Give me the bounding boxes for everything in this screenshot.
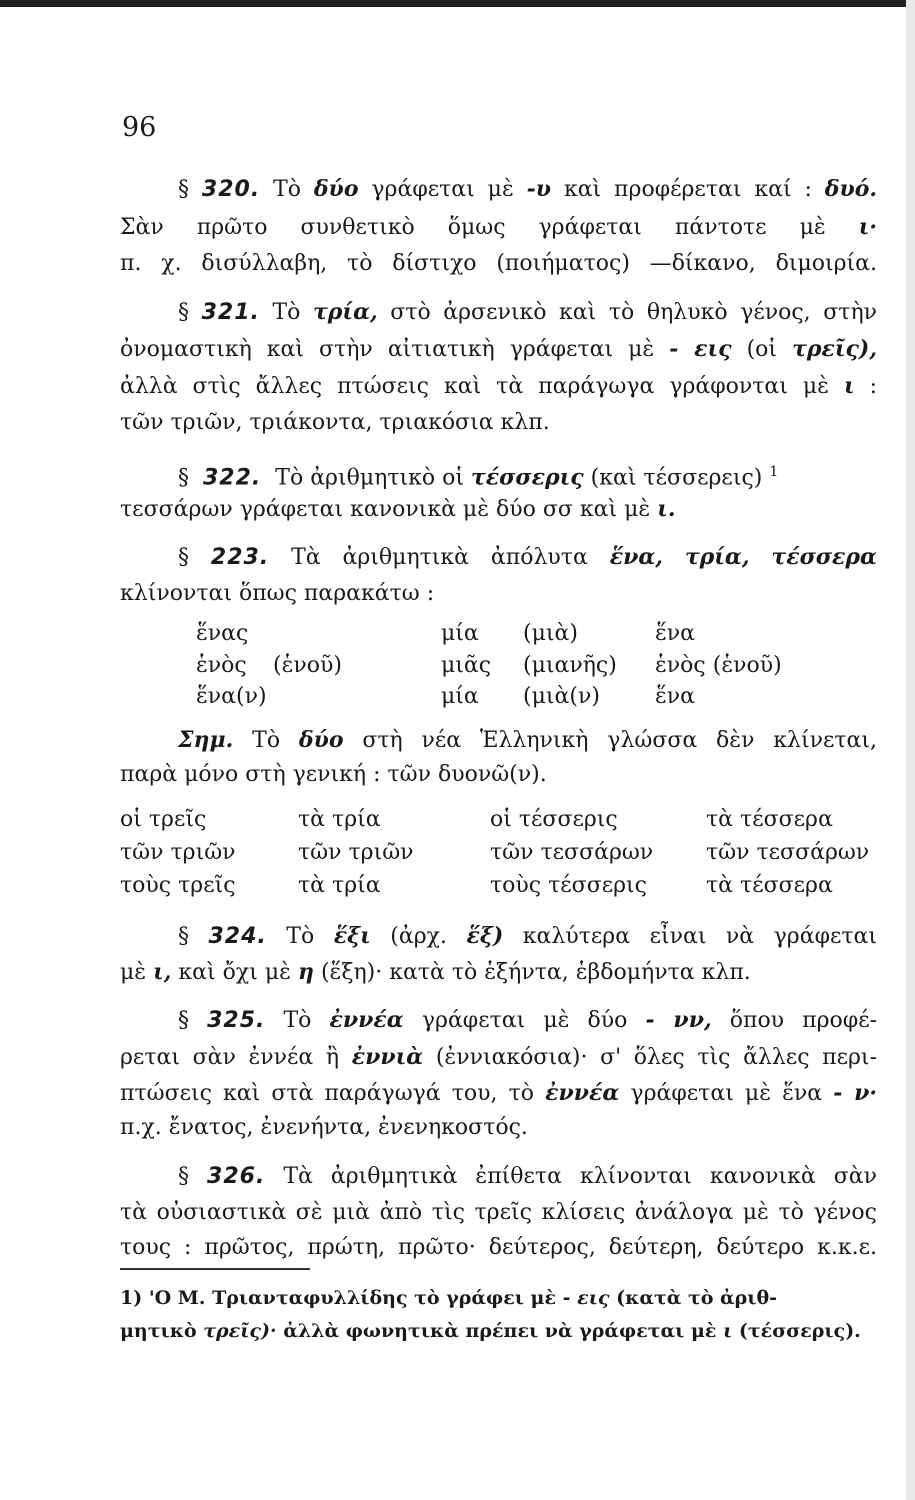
section-sign: § bbox=[178, 177, 189, 202]
p324-line-1: § 324. Τὸ ἕξι (ἀρχ. ἕξ) καλύτερα εἶναι νὰ γράφεται bbox=[178, 923, 878, 949]
section-sign: § bbox=[178, 1008, 189, 1033]
p321-line-3: ἀλλὰ στὶς ἄλλες πτώσεις καὶ τὰ παράγωγα γράφονται μὲ ι : bbox=[120, 373, 877, 399]
table-cell: (μιὰ(ν) bbox=[523, 684, 600, 709]
p325-line-4: π.χ. ἔνατος, ἐνενήντα, ἐνενηκοστός. bbox=[120, 1115, 528, 1140]
p326-line-3: τους : πρῶτος, πρώτη, πρῶτο· δεύτερος, δεύτερη, δεύτερο κ.κ.ε. bbox=[120, 1235, 877, 1260]
p320-line-2: Σὰν πρῶτο συνθετικὸ ὅμως γράφεται πάντοτε μὲ ι· bbox=[120, 214, 877, 240]
table-cell: ἕνας bbox=[196, 621, 249, 646]
table-cell: τοὺς τέσσερις bbox=[490, 873, 647, 898]
p223-line-1: § 223. Τὰ ἀριθμητικὰ ἀπόλυτα ἕνα, τρία, τέσσερα bbox=[178, 544, 877, 570]
table-cell: (μιανῆς) bbox=[523, 653, 617, 678]
table-cell: τὰ τέσσερα bbox=[706, 873, 833, 898]
section-number: 324. bbox=[208, 924, 267, 949]
footnote-line-2: μητικὸ τρεῖς)· ἀλλὰ φωνητικὰ πρέπει νὰ γράφεται μὲ ι (τέσσερις). bbox=[120, 1320, 861, 1342]
p326-line-1: § 326. Τὰ ἀριθμητικὰ ἐπίθετα κλίνονται κανονικὰ σὰν bbox=[178, 1164, 878, 1189]
table-cell: ἑνὸς (ἑνοῦ) bbox=[655, 653, 782, 678]
section-sign: § bbox=[178, 924, 189, 949]
table-cell: οἱ τέσσερις bbox=[490, 807, 618, 832]
note-line-1: Σημ. Τὸ δύο στὴ νέα Ἑλληνικὴ γλώσσα δὲν κλίνεται, bbox=[178, 727, 878, 753]
table-cell: τῶν τεσσάρων bbox=[706, 840, 870, 865]
p321-line-4: τῶν τριῶν, τριάκοντα, τριακόσια κλπ. bbox=[120, 410, 550, 435]
footnote-line-1: 1) 'Ο Μ. Τριανταφυλλίδης τὸ γράφει μὲ - εις (κατὰ τὸ ἀριθ- bbox=[120, 1287, 778, 1309]
table-cell: οἱ τρεῖς bbox=[120, 807, 207, 832]
table-cell: τῶν τριῶν bbox=[120, 840, 236, 865]
section-number: 320. bbox=[201, 177, 261, 202]
section-sign: § bbox=[178, 545, 189, 570]
footnote-rule bbox=[120, 1268, 310, 1270]
note-label: Σημ. bbox=[178, 727, 234, 753]
table-cell: ἑνὸς bbox=[196, 653, 247, 678]
table-cell: (ἑνοῦ) bbox=[273, 653, 342, 678]
section-number: 322. bbox=[203, 465, 262, 491]
p321-line-1: § 321. Τὸ τρία, στὸ ἀρσενικὸ καὶ τὸ θηλυκὸ γένος, στὴν bbox=[178, 299, 878, 325]
p322-line-2: τεσσάρων γράφεται κανονικὰ μὲ δύο σσ καὶ μὲ ι. bbox=[120, 496, 676, 522]
footnote-marker: 1 bbox=[769, 464, 779, 480]
p325-line-3: πτώσεις καὶ στὰ παράγωγά του, τὸ ἐννέα γράφεται μὲ ἕνα - ν· bbox=[120, 1080, 878, 1106]
section-number: 326. bbox=[207, 1164, 266, 1189]
table-cell: τὰ τέσσερα bbox=[706, 807, 833, 832]
table-cell: μιᾶς bbox=[441, 653, 492, 678]
p322-line-1: § 322. Τὸ ἀριθμητικὸ οἱ τέσσερις (καὶ τέσσερεις) $^1$ bbox=[178, 464, 779, 491]
table-cell: τὰ τρία bbox=[298, 807, 381, 832]
p320-line-3: π. χ. δισύλλαβη, τὸ δίστιχο (ποιήματος) —δίκανο, διμοιρία. bbox=[120, 251, 878, 276]
section-sign: § bbox=[178, 300, 189, 325]
section-number: 321. bbox=[201, 300, 260, 325]
section-sign: § bbox=[178, 1164, 189, 1189]
table-cell: ἕνα bbox=[655, 621, 696, 646]
table-cell: ἕνα bbox=[655, 684, 696, 709]
table-cell: μία bbox=[441, 684, 479, 709]
section-number: 223. bbox=[210, 545, 270, 570]
p324-line-2: μὲ ι, καὶ ὄχι μὲ η (ἕξη)· κατὰ τὸ ἑξήντα, ἑβδομήντα κλπ. bbox=[120, 959, 751, 985]
table-cell: τῶν τριῶν bbox=[298, 840, 414, 865]
p321-line-2: ὀνομαστικὴ καὶ στὴν αἰτιατικὴ γράφεται μὲ - εις (οἱ τρεῖς), bbox=[120, 336, 877, 362]
table-cell: (μιὰ) bbox=[523, 621, 578, 646]
table-cell: τοὺς τρεῖς bbox=[120, 873, 236, 898]
section-number: 325. bbox=[207, 1008, 266, 1033]
table-cell: τὰ τρία bbox=[298, 873, 381, 898]
note-line-2: παρὰ μόνο στὴ γενική : τῶν δυονῶ(ν). bbox=[120, 762, 547, 787]
p325-line-1: § 325. Τὸ ἐννέα γράφεται μὲ δύο - νν, ὅπου προφέ- bbox=[178, 1007, 878, 1033]
p320-line-1: § 320. Τὸ δύο γράφεται μὲ -υ καὶ προφέρεται καί : δυό. bbox=[178, 176, 878, 202]
page-number: 96 bbox=[122, 112, 157, 143]
p325-line-2: ρεται σὰν ἐννέα ἢ ἐννιὰ (ἐννιακόσια)· σ' ὅλες τὶς ἄλλες περι- bbox=[120, 1044, 877, 1070]
p223-line-2: κλίνονται ὅπως παρακάτω : bbox=[120, 581, 435, 606]
section-sign: § bbox=[178, 465, 189, 491]
table-cell: μία bbox=[441, 621, 479, 646]
p326-line-2: τὰ οὐσιαστικὰ σὲ μιὰ ἀπὸ τὶς τρεῖς κλίσεις ἀνάλογα μὲ τὸ γένος bbox=[120, 1200, 877, 1225]
table-cell: ἕνα(ν) bbox=[196, 684, 267, 709]
table-cell: τῶν τεσσάρων bbox=[490, 840, 654, 865]
